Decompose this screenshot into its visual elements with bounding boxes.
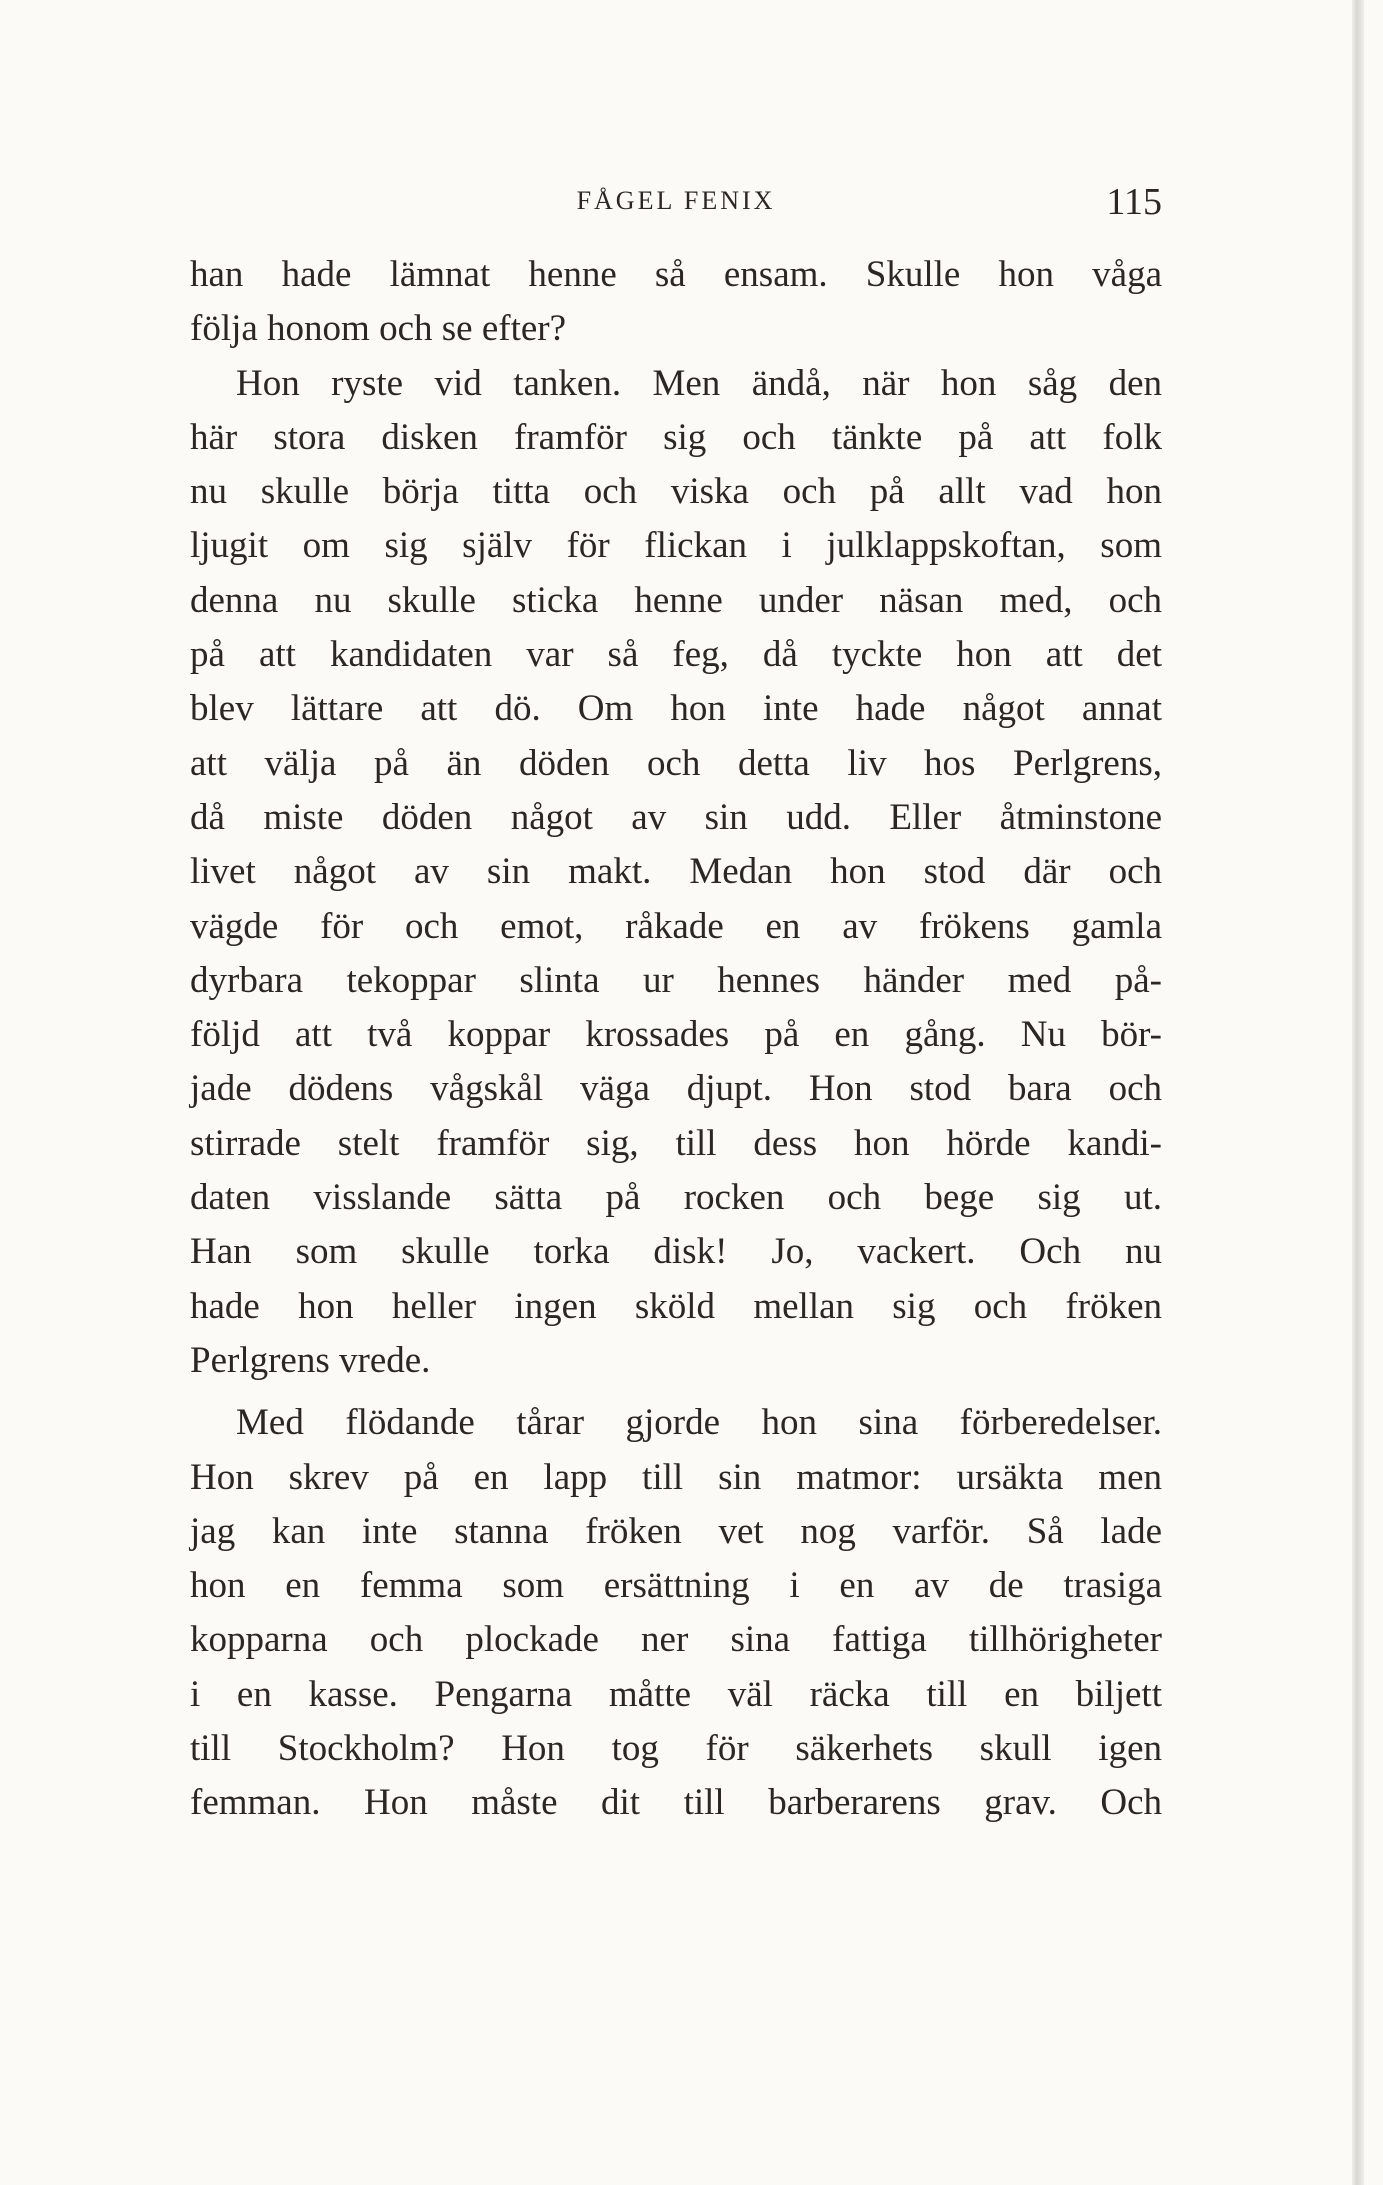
text-line: kopparna och plockade ner sina fattiga tillhörigheter (190, 1619, 1162, 1661)
chapter-title: FÅGEL FENIX (576, 186, 776, 215)
text-line: Med flödande tårar gjorde hon sina förberedelser. (236, 1402, 1162, 1444)
text-line: daten visslande sätta på rocken och bege sig ut. (190, 1177, 1162, 1219)
text-line: att välja på än döden och detta liv hos Perlgrens, (190, 742, 1162, 784)
text-line: följa honom och se efter? (190, 308, 567, 350)
text-line: på att kandidaten var så feg, då tyckte hon att det (190, 634, 1162, 676)
text-line: stirrade stelt framför sig, till dess hon hörde kandi- (190, 1122, 1162, 1164)
text-line: till Stockholm? Hon tog för säkerhets skull igen (190, 1728, 1162, 1770)
text-line: blev lättare att dö. Om hon inte hade något annat (190, 688, 1162, 730)
text-line: jag kan inte stanna fröken vet nog varför. Så lade (190, 1510, 1162, 1552)
paragraph-gap (190, 1388, 1162, 1396)
text-line: denna nu skulle sticka henne under näsan med, och (190, 579, 1162, 621)
text-line: vägde för och emot, råkade en av frökens gamla (190, 905, 1162, 947)
text-line: hon en femma som ersättning i en av de trasiga (190, 1565, 1162, 1607)
text-line: i en kasse. Pengarna måtte väl räcka till en biljett (190, 1673, 1162, 1715)
page-edge-shadow (1352, 0, 1364, 2185)
body-text (190, 248, 1162, 1831)
text-line: då miste döden något av sin udd. Eller åtminstone (190, 796, 1162, 838)
text-line: följd att två koppar krossades på en gång. Nu bör- (190, 1014, 1162, 1056)
text-line: jade dödens vågskål väga djupt. Hon stod bara och (190, 1068, 1162, 1110)
text-line: hade hon heller ingen sköld mellan sig och fröken (190, 1285, 1162, 1327)
running-head (190, 180, 1162, 240)
text-line: femman. Hon måste dit till barberarens grav. Och (190, 1782, 1162, 1824)
text-line: han hade lämnat henne så ensam. Skulle hon våga (190, 254, 1162, 295)
text-line: här stora disken framför sig och tänkte på att folk (190, 416, 1162, 458)
text-line: Perlgrens vrede. (190, 1339, 431, 1381)
text-line: livet något av sin makt. Medan hon stod där och (190, 851, 1162, 893)
text-line: Hon ryste vid tanken. Men ändå, när hon såg den (236, 362, 1162, 404)
text-line: dyrbara tekoppar slinta ur hennes händer med på- (190, 959, 1162, 1001)
text-line: nu skulle börja titta och viska och på allt vad hon (190, 471, 1162, 513)
page-number: 115 (1106, 181, 1162, 223)
text-line: ljugit om sig själv för flickan i julklappskoftan, som (190, 525, 1162, 567)
text-line: Hon skrev på en lapp till sin matmor: ursäkta men (190, 1456, 1162, 1498)
text-line: Han som skulle torka disk! Jo, vackert. Och nu (190, 1231, 1162, 1273)
